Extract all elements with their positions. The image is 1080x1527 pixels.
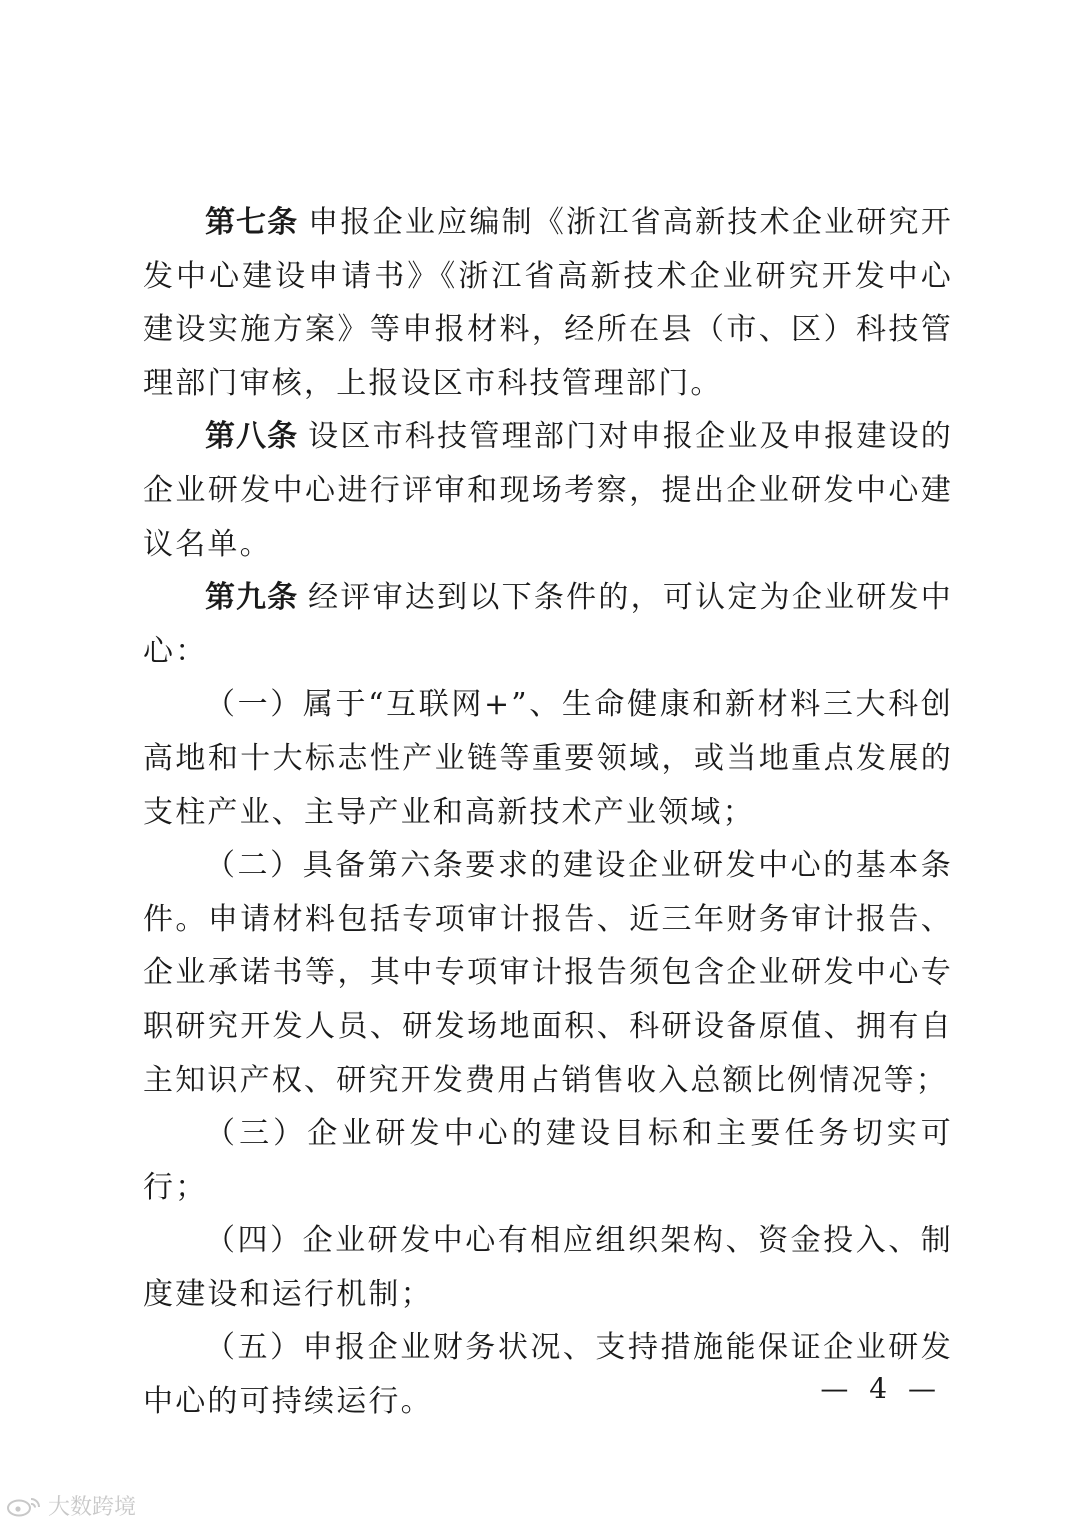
article-text: 设区市科技管理部门对申报企业及申报建设的企业研发中心进行评审和现场考察，提出企业研发中心建议名单。 (143, 419, 954, 562)
article-heading: 第八条 (205, 419, 299, 455)
condition-item-1: （一）属于“互联网+”、生命健康和新材料三大科创高地和十大标志性产业链等重要领域，或当地重点发展的支柱产业、主导产业和高新技术产业领域； (143, 687, 953, 830)
article-heading: 第七条 (205, 205, 299, 240)
article-text: 经评审达到以下条件的，可认定为企业研发中心： (143, 580, 954, 669)
condition-item-3: （三）企业研发中心的建设目标和主要任务切实可行； (143, 1116, 953, 1205)
condition-item-5: （五）申报企业财务状况、支持措施能保证企业研发中心的可持续运行。 (143, 1330, 953, 1420)
document-body (143, 196, 953, 1429)
article-text: 申报企业应编制《浙江省高新技术企业研究开发中心建设申请书》《浙江省高新技术企业研究开发中心建设实施方案》等申报材料，经所在县（市、区）科技管理部门审核，上报设区市科技管理部门。 (143, 205, 954, 401)
watermark-text: 大数跨境 (48, 1495, 137, 1520)
article-8 (143, 410, 953, 571)
article-7 (143, 196, 953, 410)
condition-item-2: （二）具备第六条要求的建设企业研发中心的基本条件。申请材料包括专项审计报告、近三年财务审计报告、企业承诺书等，其中专项审计报告须包含企业研发中心专职研究开发人员、研发场地面积、科研设备原值、拥有自主知识产权、研究开发费用占销售收入总额比例情况等； (143, 848, 953, 1098)
weibo-logo-icon (6, 1495, 44, 1517)
article-heading: 第九条 (205, 580, 299, 616)
watermark (6, 1490, 136, 1521)
condition-item-4: （四）企业研发中心有相应组织架构、资金投入、制度建设和运行机制； (143, 1223, 953, 1312)
article-9 (143, 571, 953, 678)
page-number: — 4 — (820, 1372, 942, 1405)
